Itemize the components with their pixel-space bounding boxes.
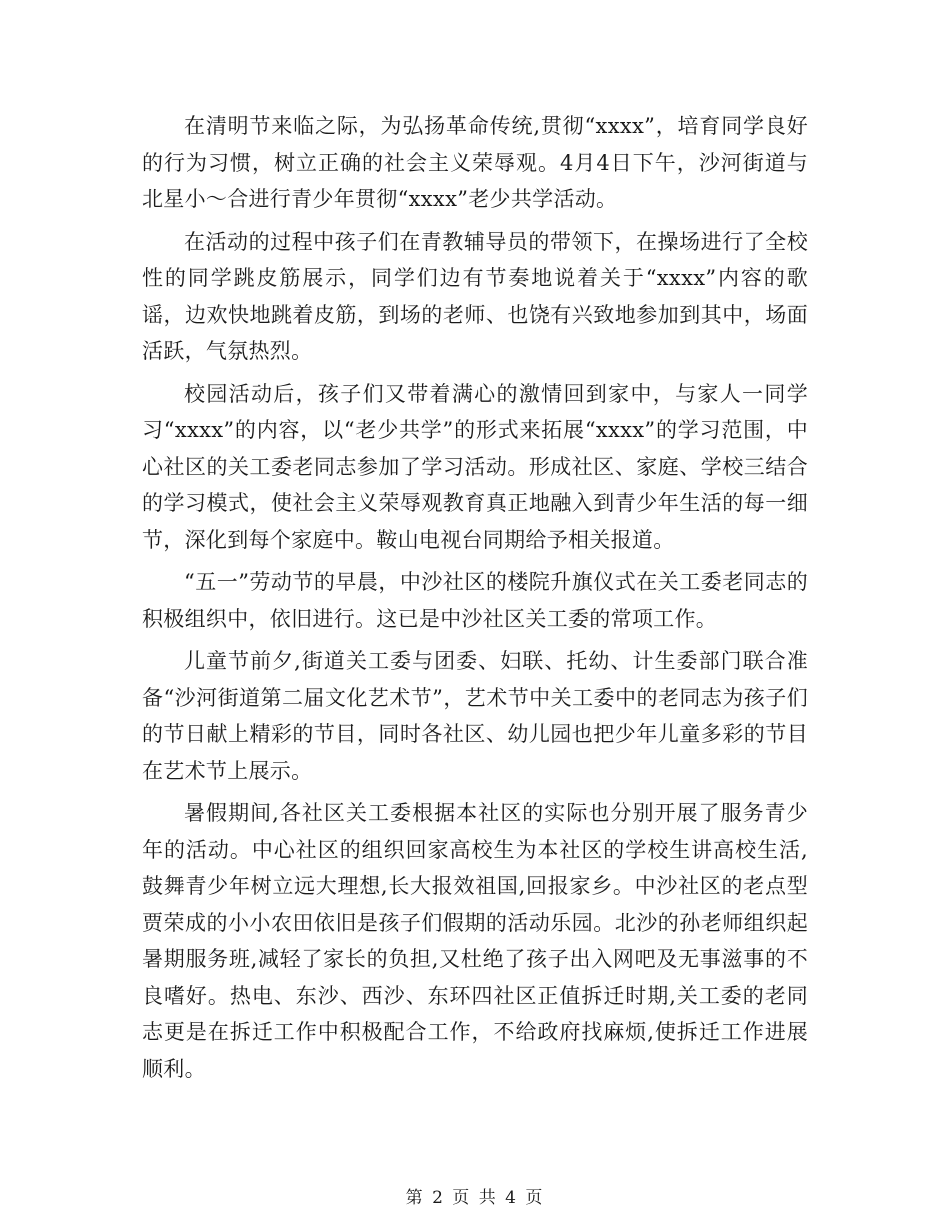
paragraph-campus: 校园活动后，孩子们又带着满心的激情回到家中，与家人一同学习“xxxx”的内容，以“老少共学”的形式来拓展“xxxx”的学习范围，中心社区的关工委老同志参加了学习活动。形成社区、家庭、学校三结合的学习模式，使社会主义荣辱观教育真正地融入到青少年生活的每一细节，深化到每个家庭中。鞍山电视台同期给予相关报道。 (142, 381, 808, 552)
paragraph-childrens-day: 儿童节前夕,街道关工委与团委、妇联、托幼、计生委部门联合准备“沙河街道第二届文化艺术节”，艺术节中关工委中的老同志为孩子们的节日献上精彩的节目，同时各社区、幼儿园也把少年儿童多彩的节目在艺术节上展示。 (142, 649, 808, 783)
page-number-footer: 第 2 页 共 4 页 (405, 1188, 545, 1208)
paragraph-qingming: 在清明节来临之际，为弘扬革命传统,贯彻“xxxx”，培育同学良好的行为习惯，树立正确的社会主义荣辱观。4月4日下午，沙河街道与北星小～合进行青少年贯彻“xxxx”老少共学活动。 (142, 114, 808, 211)
document-body (142, 108, 808, 1093)
paragraph-labor-day: “五一”劳动节的早晨，中沙社区的楼院升旗仪式在关工委老同志的积极组织中，依旧进行。这已是中沙社区关工委的常项工作。 (142, 570, 808, 631)
paragraph-summer: 暑假期间,各社区关工委根据本社区的实际也分别开展了服务青少年的活动。中心社区的组织回家高校生为本社区的学校生讲高校生活,鼓舞青少年树立远大理想,长大报效祖国,回报家乡。中沙社区的老点型贾荣成的小小农田依旧是孩子们假期的活动乐园。北沙的孙老师组织起暑期服务班,减轻了家长的负担,又杜绝了孩子出入网吧及无事滋事的不良嗜好。热电、东沙、西沙、东环四社区正值拆迁时期,关工委的老同志更是在拆迁工作中积极配合工作，不给政府找麻烦,使拆迁工作进展顺利。 (142, 801, 808, 1081)
paragraph-activity: 在活动的过程中孩子们在青教辅导员的带领下，在操场进行了全校性的同学跳皮筋展示，同学们边有节奏地说着关于“xxxx”内容的歌谣，边欢快地跳着皮筋，到场的老师、也饶有兴致地参加到其中，场面活跃，气氛热烈。 (142, 229, 808, 363)
